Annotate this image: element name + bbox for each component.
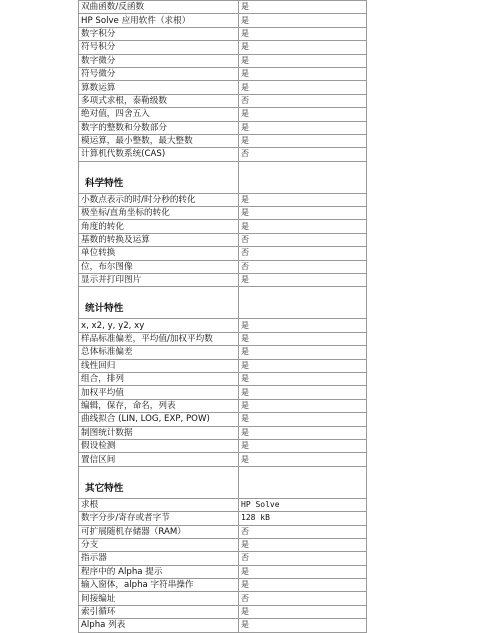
spec-sheet xyxy=(78,0,366,633)
table-row xyxy=(79,426,367,439)
table-row xyxy=(79,134,367,147)
value-cell: 是 xyxy=(239,108,367,121)
table-row xyxy=(79,41,367,54)
value-cell: 是 xyxy=(239,605,367,618)
value-cell: 是 xyxy=(239,538,367,551)
value-cell: 是 xyxy=(239,67,367,80)
feature-cell: 极坐标/直角坐标的转化 xyxy=(79,207,239,220)
value-cell: 是 xyxy=(239,274,367,287)
value-cell: 是 xyxy=(239,193,367,206)
section-title: 科学特性 xyxy=(79,168,239,194)
feature-cell: 分支 xyxy=(79,538,239,551)
table-row xyxy=(79,108,367,121)
spec-table-body xyxy=(79,1,367,633)
table-row xyxy=(79,148,367,161)
value-cell: 是 xyxy=(239,1,367,14)
table-row xyxy=(79,27,367,40)
feature-cell: 假设检测 xyxy=(79,439,239,452)
feature-cell: 间接编址 xyxy=(79,592,239,605)
table-row xyxy=(79,274,367,287)
section-header xyxy=(79,293,367,319)
table-row xyxy=(79,453,367,466)
value-cell: 否 xyxy=(239,148,367,161)
table-row xyxy=(79,592,367,605)
feature-cell: 数字微分 xyxy=(79,54,239,67)
feature-cell: 制图统计数据 xyxy=(79,426,239,439)
table-row xyxy=(79,54,367,67)
value-cell: 是 xyxy=(239,332,367,345)
table-row xyxy=(79,399,367,412)
feature-cell: 符号积分 xyxy=(79,41,239,54)
table-row xyxy=(79,220,367,233)
feature-cell: 显示并打印图片 xyxy=(79,274,239,287)
feature-cell: 双曲函数/反函数 xyxy=(79,1,239,14)
feature-cell: x, x2, y, y2, xy xyxy=(79,319,239,332)
feature-cell: 小数点表示的时/时分秒的转化 xyxy=(79,193,239,206)
value-cell: 否 xyxy=(239,233,367,246)
table-row xyxy=(79,67,367,80)
feature-cell: 线性回归 xyxy=(79,359,239,372)
feature-cell: 数字积分 xyxy=(79,27,239,40)
value-cell: 是 xyxy=(239,359,367,372)
value-cell: 是 xyxy=(239,27,367,40)
value-cell: 是 xyxy=(239,413,367,426)
feature-cell: 数字的整数和分数部分 xyxy=(79,121,239,134)
table-row xyxy=(79,439,367,452)
table-row xyxy=(79,247,367,260)
table-row xyxy=(79,579,367,592)
table-row xyxy=(79,260,367,273)
table-row xyxy=(79,332,367,345)
feature-cell: 程序中的 Alpha 提示 xyxy=(79,565,239,578)
table-row xyxy=(79,538,367,551)
table-row xyxy=(79,14,367,27)
feature-cell: 可扩展随机存储器（RAM） xyxy=(79,525,239,538)
value-cell: HP Solve xyxy=(239,498,367,511)
table-row xyxy=(79,193,367,206)
value-cell: 是 xyxy=(239,121,367,134)
table-row xyxy=(79,413,367,426)
feature-cell: Alpha 列表 xyxy=(79,619,239,632)
table-row xyxy=(79,233,367,246)
table-row xyxy=(79,319,367,332)
table-row xyxy=(79,1,367,14)
value-cell: 是 xyxy=(239,41,367,54)
spec-table xyxy=(78,0,367,633)
feature-cell: 组合，排列 xyxy=(79,372,239,385)
feature-cell: 索引循环 xyxy=(79,605,239,618)
section-title: 统计特性 xyxy=(79,293,239,319)
feature-cell: 总体标准偏差 xyxy=(79,346,239,359)
table-row xyxy=(79,565,367,578)
value-cell: 否 xyxy=(239,260,367,273)
feature-cell: 样品标准偏差，平均值/加权平均数 xyxy=(79,332,239,345)
value-cell: 是 xyxy=(239,453,367,466)
table-row xyxy=(79,512,367,525)
value-cell: 128 kB xyxy=(239,512,367,525)
feature-cell: 加权平均值 xyxy=(79,386,239,399)
feature-cell: 多项式求根，泰勒级数 xyxy=(79,94,239,107)
feature-cell: HP Solve 应用软件（求根） xyxy=(79,14,239,27)
section-title: 其它特性 xyxy=(79,473,239,499)
section-header xyxy=(79,168,367,194)
feature-cell: 置信区间 xyxy=(79,453,239,466)
value-cell: 是 xyxy=(239,372,367,385)
feature-cell: 数字分步/寄存或者字节 xyxy=(79,512,239,525)
value-cell: 否 xyxy=(239,94,367,107)
value-cell: 是 xyxy=(239,319,367,332)
table-row xyxy=(79,207,367,220)
value-cell: 否 xyxy=(239,247,367,260)
feature-cell: 绝对值，四舍五入 xyxy=(79,108,239,121)
value-cell: 是 xyxy=(239,207,367,220)
table-row xyxy=(79,94,367,107)
feature-cell: 求根 xyxy=(79,498,239,511)
value-cell: 是 xyxy=(239,220,367,233)
table-row xyxy=(79,552,367,565)
value-cell: 是 xyxy=(239,81,367,94)
feature-cell: 计算机代数系统(CAS) xyxy=(79,148,239,161)
feature-cell: 基数的转换及运算 xyxy=(79,233,239,246)
value-cell: 是 xyxy=(239,426,367,439)
table-row xyxy=(79,346,367,359)
feature-cell: 指示器 xyxy=(79,552,239,565)
table-row xyxy=(79,498,367,511)
value-cell: 否 xyxy=(239,525,367,538)
table-row xyxy=(79,619,367,632)
feature-cell: 位，布尔图像 xyxy=(79,260,239,273)
table-row xyxy=(79,525,367,538)
feature-cell: 编辑，保存，命名，列表 xyxy=(79,399,239,412)
feature-cell: 角度的转化 xyxy=(79,220,239,233)
table-row xyxy=(79,81,367,94)
value-cell: 是 xyxy=(239,386,367,399)
value-cell: 是 xyxy=(239,565,367,578)
value-cell: 是 xyxy=(239,439,367,452)
feature-cell: 模运算，最小整数，最大整数 xyxy=(79,134,239,147)
value-cell: 是 xyxy=(239,54,367,67)
feature-cell: 符号微分 xyxy=(79,67,239,80)
value-cell: 是 xyxy=(239,14,367,27)
value-cell: 否 xyxy=(239,552,367,565)
value-cell: 是 xyxy=(239,619,367,632)
feature-cell: 输入窗体，alpha 字符串操作 xyxy=(79,579,239,592)
table-row xyxy=(79,605,367,618)
value-cell: 否 xyxy=(239,592,367,605)
feature-cell: 曲线拟合 (LIN, LOG, EXP, POW) xyxy=(79,413,239,426)
value-cell: 是 xyxy=(239,346,367,359)
table-row xyxy=(79,121,367,134)
table-row xyxy=(79,359,367,372)
feature-cell: 单位转换 xyxy=(79,247,239,260)
value-cell: 是 xyxy=(239,399,367,412)
section-header xyxy=(79,473,367,499)
value-cell: 是 xyxy=(239,579,367,592)
table-row xyxy=(79,386,367,399)
table-row xyxy=(79,372,367,385)
feature-cell: 算数运算 xyxy=(79,81,239,94)
value-cell: 是 xyxy=(239,134,367,147)
